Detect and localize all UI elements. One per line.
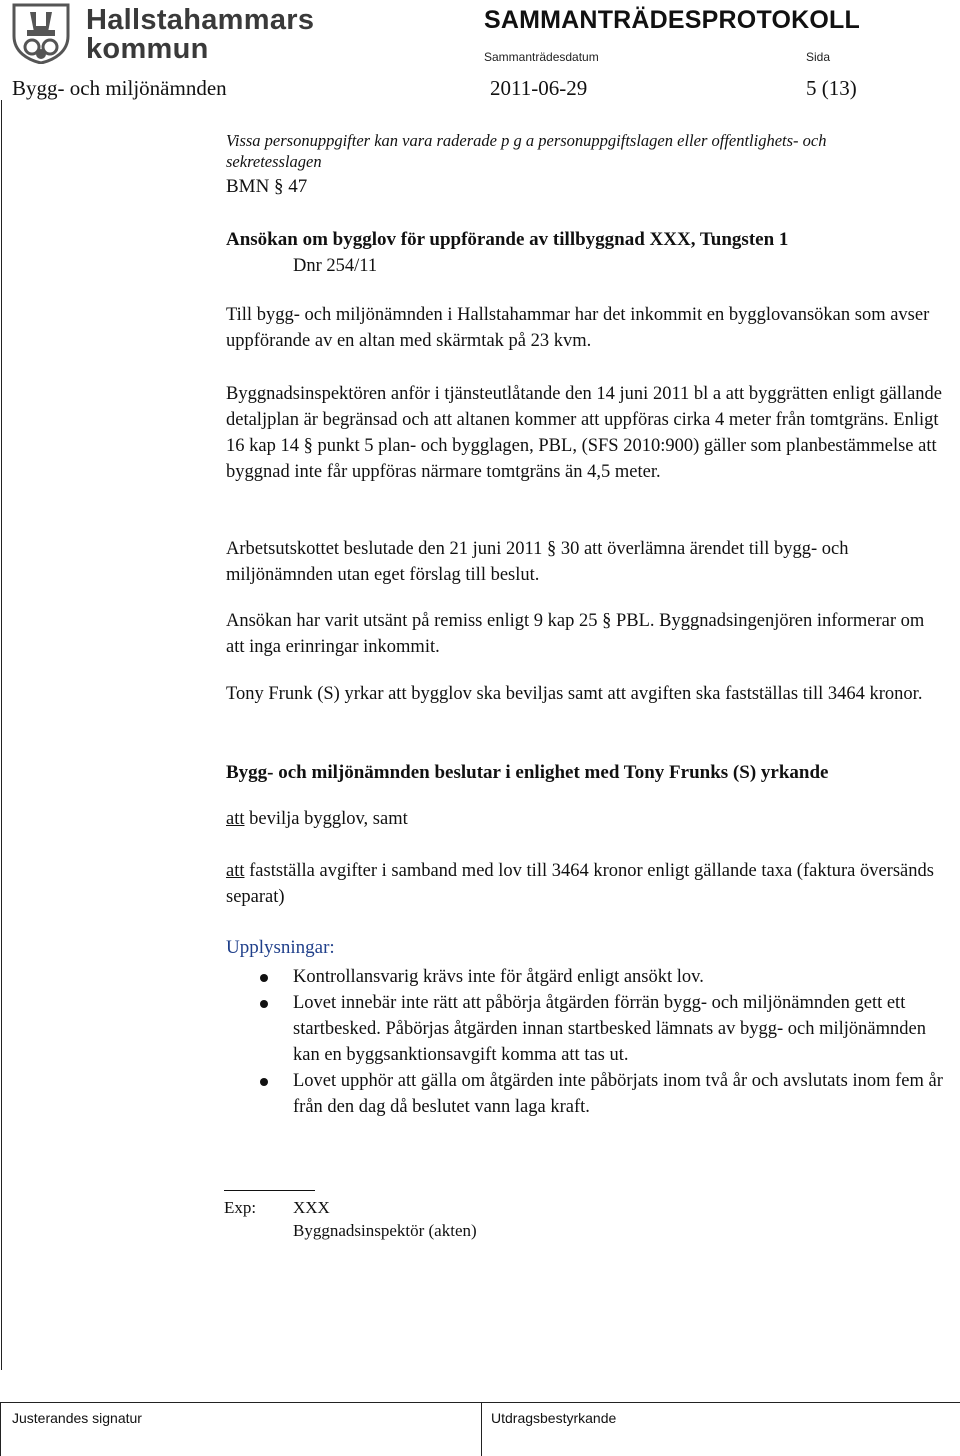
extract-label: Utdragsbestyrkande <box>491 1410 617 1426</box>
page-label: Sida <box>806 50 831 64</box>
expedition-label: Exp: <box>224 1198 257 1217</box>
left-margin-line <box>1 100 2 1370</box>
info-heading: Upplysningar: <box>226 937 335 958</box>
decision-item-2 <box>226 858 946 910</box>
footer-extract-box <box>481 1402 482 1456</box>
decision-heading: Bygg- och miljönämnden beslutar i enlighet med Tony Frunks (S) yrkande <box>226 762 829 783</box>
logo-text <box>86 6 314 64</box>
date-label: Sammanträdesdatum <box>484 50 599 64</box>
decision-text-1: bevilja bygglov, samt <box>244 809 408 829</box>
list-item <box>226 990 946 1068</box>
bullet-icon <box>260 1000 268 1008</box>
privacy-notice-line-2: sekretesslagen <box>226 152 322 171</box>
case-title: Ansökan om bygglov för uppförande av tillbyggnad XXX, Tungsten 1 <box>226 229 789 250</box>
expedition-recipient-2: Byggnadsinspektör (akten) <box>293 1221 477 1240</box>
municipality-logo <box>10 2 315 68</box>
info-item-text: Kontrollansvarig krävs inte för åtgärd enligt ansökt lov. <box>293 967 704 987</box>
paragraph-3: Arbetsutskottet beslutade den 21 juni 2011 § 30 att överlämna ärendet till bygg- och miljönämnden utan eget förslag till beslut. <box>226 539 849 585</box>
info-item-text: Lovet upphör att gälla om åtgärden inte påbörjats inom två år och avslutats inom fem år från den dag då beslutet vann laga kraft. <box>293 1071 943 1117</box>
privacy-notice-line-1: Vissa personuppgifter kan vara raderade p g a personuppgiftslagen eller offentlighets- och <box>226 131 827 150</box>
expedition-recipient: XXX <box>293 1198 330 1217</box>
info-list <box>226 964 946 1120</box>
meeting-date: 2011-06-29 <box>490 76 588 100</box>
list-item <box>226 1068 946 1120</box>
case-number: BMN § 47 <box>226 176 308 197</box>
protocol-title: SAMMANTRÄDESPROTOKOLL <box>484 6 860 34</box>
expedition-divider <box>224 1190 315 1191</box>
paragraph-2: Byggnadsinspektören anför i tjänsteutlåtande den 14 juni 2011 bl a att byggrätten enligt gällande detaljplan är begränsad och att altanen kommer att uppföras cirka 4 meter från tomtgräns. Enligt 16 kap 14 § punkt 5 plan- och bygglagen, PBL, (SFS 2010:900) gäller som planbestämmelse att byggnad inte får uppföras närmare tomtgräns än 4,5 meter. <box>226 384 943 482</box>
paragraph-1: Till bygg- och miljönämnden i Hallstahammar har det inkommit en bygglovansökan som avser uppförande av en altan med skärmtak på 23 kvm. <box>226 305 930 351</box>
page-number: 5 (13) <box>806 76 857 100</box>
privacy-notice <box>226 130 946 172</box>
case-dnr: Dnr 254/11 <box>293 256 378 276</box>
committee-name: Bygg- och miljönämnden <box>12 76 227 100</box>
decision-att-2: att <box>226 861 245 881</box>
bullet-icon <box>260 1078 268 1086</box>
paragraph-4: Ansökan har varit utsänt på remiss enligt 9 kap 25 § PBL. Byggnadsingenjören informerar om att inga erinringar inkommit. <box>226 611 925 657</box>
decision-text-2: fastställa avgifter i samband med lov till 3464 kronor enligt gällande taxa (faktura översänds separat) <box>226 861 934 907</box>
paragraph-5: Tony Frunk (S) yrkar att bygglov ska beviljas samt att avgiften ska fastställas till 3464 kronor. <box>226 684 923 704</box>
footer-sign-box <box>0 1402 1 1456</box>
list-item <box>226 964 946 990</box>
bullet-icon <box>260 974 268 982</box>
decision-att-1: att <box>226 809 245 829</box>
info-item-text: Lovet innebär inte rätt att påbörja åtgärden förrän bygg- och miljönämnden gett ett startbesked. Påbörjas åtgärden innan startbesked lämnats av bygg- och miljönämnden kan en byggsanktionsavgift komma att tas ut. <box>293 993 926 1065</box>
decision-item-1 <box>226 806 946 832</box>
signature-label: Justerandes signatur <box>12 1410 142 1426</box>
coat-of-arms-icon <box>10 2 72 64</box>
footer-divider <box>0 1402 960 1403</box>
logo-line-1: Hallstahammars <box>86 4 315 36</box>
logo-line-2: kommun <box>86 33 209 65</box>
